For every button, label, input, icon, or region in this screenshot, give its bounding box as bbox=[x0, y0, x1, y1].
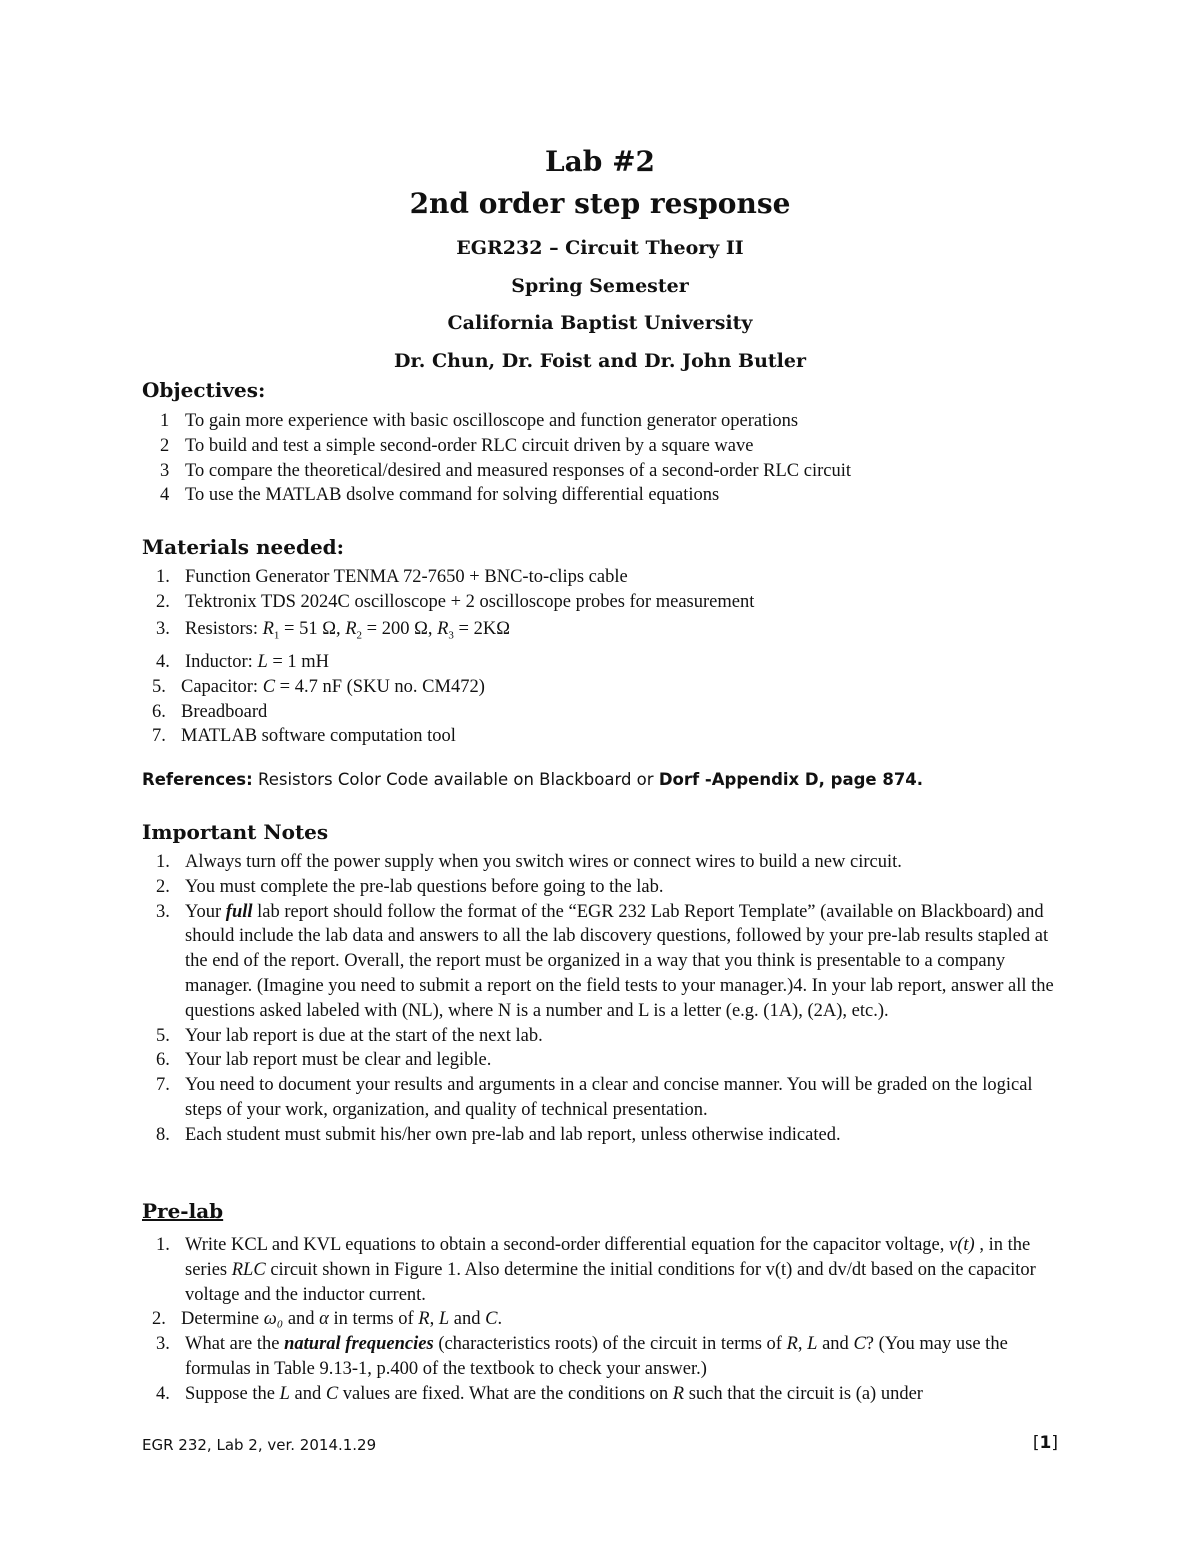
list-text: in terms of bbox=[328, 1309, 419, 1330]
list-text: Write KCL and KVL equations to obtain a second-order differential equation for the capacitor voltage, bbox=[185, 1235, 949, 1255]
list-text: To gain more experience with basic oscilloscope and function generator operations bbox=[185, 411, 799, 431]
list-text: Determine bbox=[181, 1309, 264, 1330]
list-number: 5. bbox=[152, 676, 166, 697]
list-number: 4. bbox=[156, 1383, 170, 1404]
list-text: You must complete the pre-lab questions before going to the lab. bbox=[185, 876, 664, 897]
list-item bbox=[142, 850, 1067, 875]
list-item bbox=[142, 1233, 1067, 1307]
list-text: and bbox=[817, 1334, 854, 1355]
list-text: circuit shown in Figure 1. Also determine the initial conditions for v(t) and dv/dt based on the capacitor voltage and the inductor current. bbox=[185, 1259, 1036, 1305]
list-item bbox=[142, 900, 1067, 1024]
r-symbol: R bbox=[672, 1383, 685, 1404]
subscript: 1 bbox=[273, 629, 280, 642]
subscript: 2 bbox=[356, 629, 363, 642]
list-item bbox=[142, 434, 1067, 459]
list-text: , bbox=[797, 1334, 808, 1355]
list-text: ? (You may use the formulas in Table 9.13-1, p.400 of the textbook to check your answer.) bbox=[185, 1334, 1008, 1379]
resistor-symbol: R bbox=[262, 618, 274, 639]
list-number: 8. bbox=[156, 1124, 170, 1145]
materials-heading: Materials needed: bbox=[142, 535, 345, 559]
list-item bbox=[142, 483, 1067, 508]
list-text: , bbox=[429, 1309, 439, 1330]
list-item bbox=[138, 1307, 1067, 1332]
list-item bbox=[142, 650, 1067, 675]
c-symbol: C bbox=[485, 1309, 498, 1330]
list-number: 4 bbox=[160, 485, 170, 506]
list-item bbox=[142, 409, 1067, 434]
list-number: 2. bbox=[156, 876, 170, 897]
list-text: To compare the theoretical/desired and measured responses of a second-order RLC circuit bbox=[185, 460, 851, 481]
objectives-heading: Objectives: bbox=[142, 378, 266, 402]
l-symbol: L bbox=[279, 1383, 290, 1404]
list-text: Capacitor: bbox=[181, 676, 263, 697]
list-text: Your bbox=[185, 901, 226, 922]
subscript: 3 bbox=[448, 629, 454, 642]
prelab-heading: Pre-lab bbox=[142, 1199, 224, 1223]
l-symbol: L bbox=[807, 1334, 818, 1355]
list-text: such that the circuit is (a) under bbox=[684, 1383, 923, 1404]
list-text: Inductor: bbox=[185, 652, 258, 673]
bracket-close: ] bbox=[1051, 1433, 1058, 1453]
list-text: Function Generator TENMA 72-7650 + BNC-to-clips cable bbox=[185, 567, 628, 587]
list-item bbox=[138, 700, 1067, 725]
list-item bbox=[142, 590, 1067, 615]
semester: Spring Semester bbox=[511, 274, 689, 297]
list-number: 5. bbox=[156, 1025, 170, 1046]
c-symbol: C bbox=[853, 1334, 866, 1355]
list-number: 1 bbox=[160, 411, 170, 431]
resistor-symbol: R bbox=[437, 618, 449, 639]
rlc-symbol: RLC bbox=[231, 1259, 266, 1280]
references-line bbox=[142, 770, 923, 789]
list-text: Your lab report is due at the start of the next lab. bbox=[185, 1025, 543, 1046]
course-name: EGR232 – Circuit Theory II bbox=[456, 237, 744, 259]
list-item bbox=[138, 675, 1067, 700]
page-title: Lab #2 bbox=[544, 145, 656, 178]
list-text: Your lab report must be clear and legible. bbox=[185, 1050, 492, 1071]
list-text: lab report should follow the format of the “EGR 232 Lab Report Template” (available on Blackboard) and should include the lab data and answers to all the lab discovery questions, followed by your pre-lab results stapled at the end of the report. Overall, the report must be organized in a way that you think is presentable to a company manager. (Imagine you need to submit a report on the field tests to your manager.)4. In your lab report, answer all the questions asked labeled with (NL), where N is a number and L is a letter (e.g. (1A), (2A), etc.). bbox=[185, 901, 1054, 1021]
capacitor-symbol: C bbox=[262, 676, 276, 697]
references-bold-text: Dorf -Appendix D, page 874. bbox=[658, 770, 924, 789]
list-text: You need to document your results and arguments in a clear and concise manner. You will be graded on the logical steps of your work, organization, and quality of technical presentation. bbox=[185, 1075, 1033, 1120]
list-item bbox=[142, 875, 1067, 900]
notes-list bbox=[142, 850, 1067, 1148]
r-symbol: R bbox=[418, 1309, 430, 1330]
list-number: 2. bbox=[156, 591, 170, 612]
r-symbol: R bbox=[786, 1334, 798, 1355]
emphasis-text: natural frequencies bbox=[284, 1334, 434, 1355]
emphasis-text: full bbox=[225, 901, 253, 922]
list-text: and bbox=[283, 1309, 320, 1330]
list-number: 7. bbox=[156, 1075, 170, 1096]
prelab-list bbox=[142, 1233, 1067, 1407]
list-text: What are the bbox=[185, 1334, 285, 1355]
notes-heading: Important Notes bbox=[142, 820, 329, 844]
authors: Dr. Chun, Dr. Foist and Dr. John Butler bbox=[393, 349, 807, 372]
bracket-open: [ bbox=[1032, 1433, 1040, 1453]
list-item bbox=[142, 565, 1067, 590]
list-text: Each student must submit his/her own pre-lab and lab report, unless otherwise indicated. bbox=[185, 1124, 841, 1145]
voltage-symbol: v(t) bbox=[949, 1235, 975, 1255]
page-number-value: 1 bbox=[1039, 1433, 1052, 1453]
list-number: 6. bbox=[152, 701, 166, 722]
list-text: Suppose the bbox=[185, 1383, 280, 1404]
list-number: 7. bbox=[152, 726, 166, 747]
list-number: 2 bbox=[160, 435, 170, 456]
references-label: References: bbox=[142, 770, 253, 789]
list-text: and bbox=[449, 1309, 486, 1330]
list-text: values are fixed. What are the conditions on bbox=[338, 1383, 673, 1404]
university: California Baptist University bbox=[447, 312, 753, 334]
list-text: Resistors: bbox=[185, 618, 263, 639]
footer-version: EGR 232, Lab 2, ver. 2014.1.29 bbox=[142, 1436, 377, 1454]
list-item bbox=[142, 1332, 1067, 1382]
list-number: 1. bbox=[156, 567, 170, 587]
list-text: Breadboard bbox=[181, 701, 268, 722]
list-text: To use the MATLAB dsolve command for solving differential equations bbox=[185, 485, 720, 506]
references-text: Resistors Color Code available on Blackboard or bbox=[252, 770, 659, 789]
list-text: , in the series bbox=[185, 1235, 1031, 1280]
inductor-value: = 1 mH bbox=[267, 652, 330, 673]
list-number: 1. bbox=[156, 852, 170, 872]
capacitor-value: = 4.7 nF (SKU no. CM472) bbox=[275, 676, 485, 697]
list-number: 3. bbox=[156, 1334, 170, 1355]
list-item bbox=[138, 724, 1067, 749]
list-number: 2. bbox=[152, 1309, 166, 1330]
title-block bbox=[0, 142, 1200, 380]
list-item bbox=[142, 617, 1067, 648]
resistor-value: = 51 Ω, bbox=[279, 618, 346, 639]
resistor-symbol: R bbox=[345, 618, 357, 639]
page-number bbox=[1033, 1433, 1058, 1453]
objectives-list bbox=[142, 409, 1067, 508]
list-item bbox=[142, 1024, 1067, 1049]
list-item bbox=[142, 459, 1067, 484]
list-item bbox=[142, 1382, 1067, 1407]
list-text: (characteristics roots) of the circuit in terms of bbox=[433, 1334, 787, 1355]
resistor-value: = 200 Ω, bbox=[362, 618, 438, 639]
materials-list bbox=[142, 565, 1067, 749]
list-text: . bbox=[497, 1309, 503, 1330]
page-subtitle: 2nd order step response bbox=[409, 187, 791, 220]
list-text: MATLAB software computation tool bbox=[181, 726, 456, 747]
list-number: 6. bbox=[156, 1050, 170, 1071]
list-item bbox=[142, 1048, 1067, 1073]
list-text: and bbox=[289, 1383, 326, 1404]
list-text: Tektronix TDS 2024C oscilloscope + 2 oscilloscope probes for measurement bbox=[185, 591, 755, 612]
list-number: 3. bbox=[156, 618, 170, 639]
list-text: To build and test a simple second-order RLC circuit driven by a square wave bbox=[185, 435, 754, 456]
list-number: 4. bbox=[156, 652, 170, 673]
c-symbol: C bbox=[325, 1383, 339, 1404]
list-text: Always turn off the power supply when you switch wires or connect wires to build a new circuit. bbox=[185, 852, 902, 872]
list-number: 3. bbox=[156, 901, 170, 922]
resistor-value: = 2KΩ bbox=[453, 618, 510, 639]
omega-symbol: ω₀ bbox=[263, 1309, 284, 1330]
list-item bbox=[142, 1073, 1067, 1123]
inductor-symbol: L bbox=[257, 652, 268, 673]
list-item bbox=[142, 1123, 1067, 1148]
list-number: 3 bbox=[160, 460, 170, 481]
alpha-symbol: α bbox=[319, 1309, 329, 1330]
list-number: 1. bbox=[156, 1235, 170, 1255]
l-symbol: L bbox=[438, 1309, 450, 1330]
